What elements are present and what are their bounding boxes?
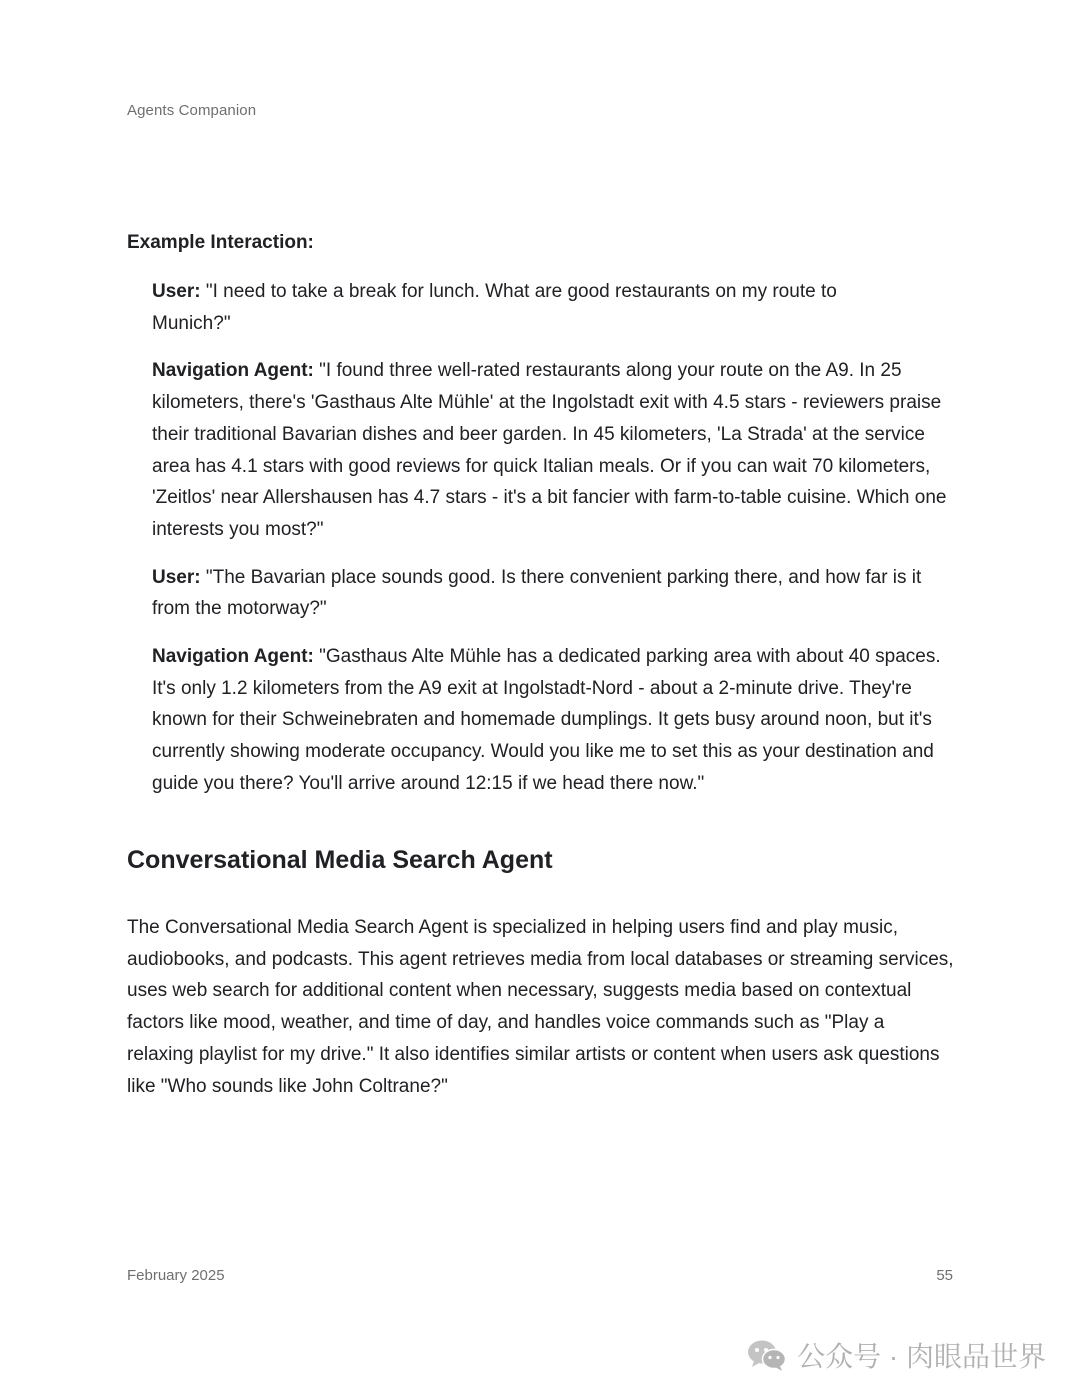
turn-text: "The Bavarian place sounds good. Is there convenient parking there, and how far is it from the motorway?" bbox=[152, 566, 922, 620]
watermark-text: 公众号 · 肉眼品世界 bbox=[797, 1341, 1046, 1372]
running-header-title: Agents Companion bbox=[127, 102, 257, 119]
footer-page-number: 55 bbox=[936, 1267, 953, 1284]
turn-text: "Gasthaus Alte Mühle has a dedicated parking area with about 40 spaces. It's only 1.2 kilometers from the A9 exit at Ingolstadt-Nord - about a 2-minute drive. They're known for their Schweinebraten and homemade dumplings. It gets busy around noon, but it's currently showing moderate occupancy. Would you like me to set this as your destination and guide you there? You'll arrive around 12:15 if we head there now." bbox=[152, 646, 941, 794]
dialogue-block bbox=[152, 276, 962, 816]
dialogue-turn-1 bbox=[152, 276, 852, 339]
example-interaction-heading: Example Interaction: bbox=[127, 232, 314, 253]
speaker-label: Navigation Agent: bbox=[152, 360, 314, 382]
watermark bbox=[747, 1335, 1046, 1375]
speaker-label: Navigation Agent: bbox=[152, 646, 314, 668]
dialogue-turn-2 bbox=[152, 355, 962, 545]
section-title: Conversational Media Search Agent bbox=[127, 846, 553, 874]
dialogue-turn-4 bbox=[152, 641, 962, 800]
section-body-paragraph: The Conversational Media Search Agent is specialized in helping users find and play music, audiobooks, and podcasts. This agent retrieves media from local databases or streaming services, uses web search for additional content when necessary, suggests media based on contextual factors like mood, weather, and time of day, and handles voice commands such as "Play a relaxing playlist for my drive." It also identifies similar artists or content when users ask questions like "Who sounds like John Coltrane?" bbox=[127, 917, 954, 1097]
wechat-icon bbox=[747, 1338, 787, 1372]
dialogue-turn-3 bbox=[152, 562, 962, 625]
speaker-label: User: bbox=[152, 281, 201, 302]
footer-date: February 2025 bbox=[127, 1267, 225, 1284]
speaker-label: User: bbox=[152, 566, 201, 588]
turn-text: "I found three well-rated restaurants along your route on the A9. In 25 kilometers, there's 'Gasthaus Alte Mühle' at the Ingolstadt exit with 4.5 stars - reviewers praise their traditional Bavarian dishes and beer garden. In 45 kilometers, 'La Strada' at the service area has 4.1 stars with good reviews for quick Italian meals. Or if you can wait 70 kilometers, 'Zeitlos' near Allershausen has 4.7 stars - it's a bit fancier with farm-to-table cuisine. Which one interests you most?" bbox=[152, 360, 947, 540]
turn-text: "I need to take a break for lunch. What are good restaurants on my route to Munich?" bbox=[152, 281, 837, 334]
